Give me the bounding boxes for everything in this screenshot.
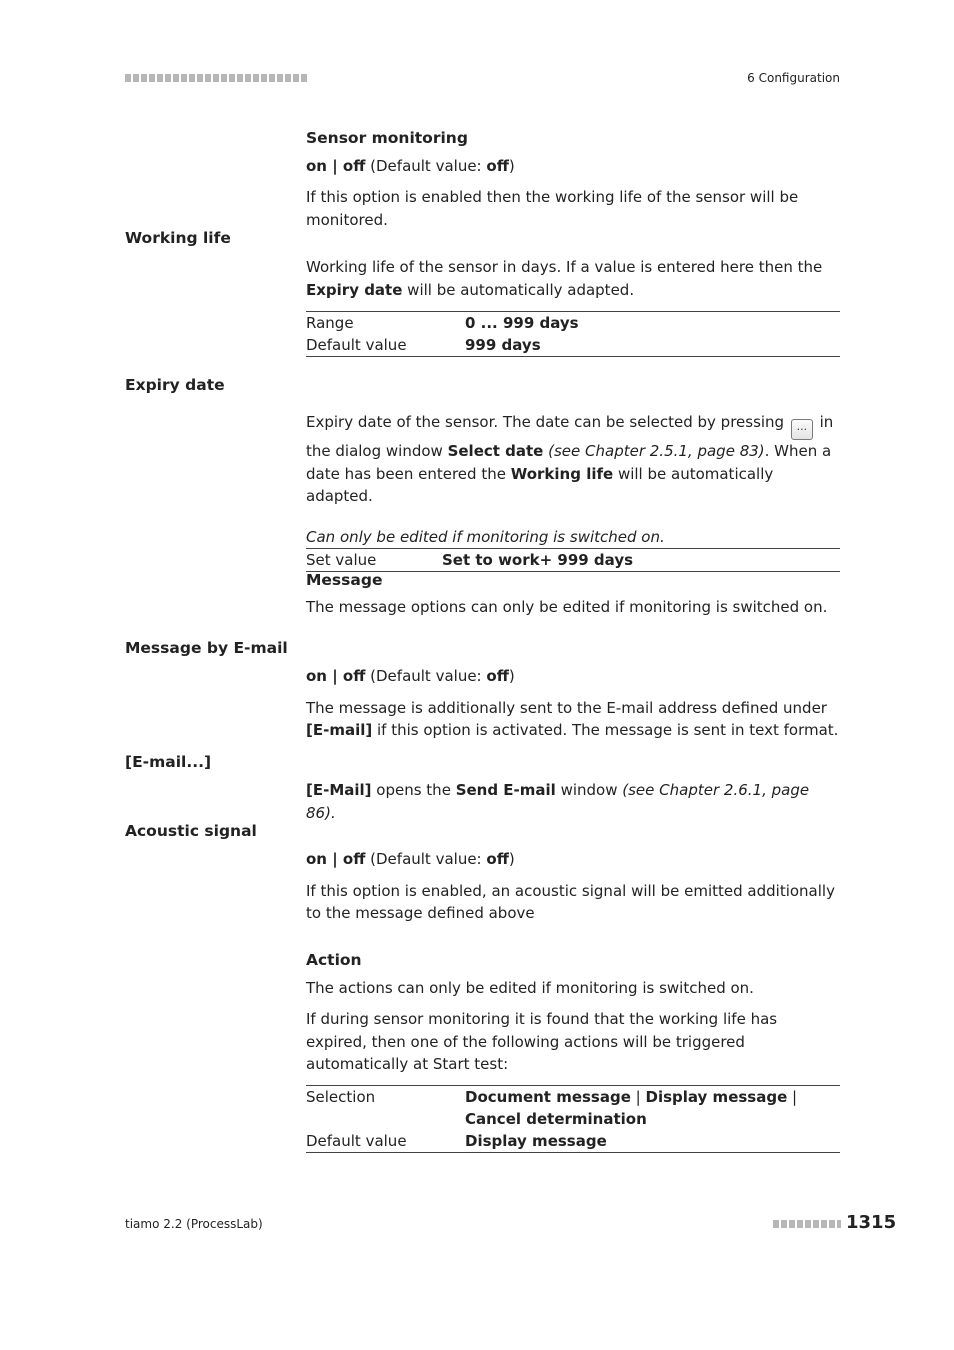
desc-text: Working life of the sensor in days. If a value is entered here then the bbox=[306, 258, 823, 276]
desc-bold: Send E-mail bbox=[455, 781, 556, 799]
desc-text: if this option is activated. The message is sent in text format. bbox=[372, 721, 839, 739]
option-sep: | bbox=[630, 1087, 646, 1106]
default-value: off bbox=[486, 667, 509, 685]
working-life-label: Working life bbox=[125, 229, 231, 247]
option-document-message: Document message bbox=[465, 1087, 631, 1106]
email-button-description bbox=[306, 779, 840, 824]
footer-decoration bbox=[773, 1220, 841, 1228]
desc-reference: (see Chapter 2.6.1, page 86). bbox=[306, 781, 810, 822]
default-prefix: (Default value: bbox=[365, 156, 487, 175]
row-value bbox=[465, 1086, 840, 1130]
default-suffix: ) bbox=[508, 156, 515, 175]
row-key: Selection bbox=[306, 1087, 376, 1106]
option-sep: | bbox=[326, 156, 343, 175]
page-number: 1315 bbox=[846, 1212, 897, 1233]
email-button-label: [E-mail...] bbox=[125, 753, 212, 771]
table-row bbox=[306, 549, 840, 571]
message-email-options bbox=[306, 665, 840, 688]
header-decoration bbox=[125, 74, 307, 82]
desc-reference: (see Chapter 2.5.1, page 83) bbox=[543, 442, 765, 460]
desc-text: Expiry date of the sensor. The date can be selected by pressing bbox=[306, 413, 789, 431]
acoustic-signal-section bbox=[306, 848, 840, 925]
message-description: The message options can only be edited if monitoring is switched on. bbox=[306, 597, 828, 616]
acoustic-signal-description: If this option is enabled, an acoustic signal will be emitted additionally to the message defined above bbox=[306, 881, 835, 922]
working-life-section bbox=[306, 256, 840, 357]
desc-text: will be automatically adapted. bbox=[306, 464, 774, 505]
action-description-2: If during sensor monitoring it is found that the working life has expired, then one of the following actions will be triggered automatically at Start test: bbox=[306, 1010, 778, 1073]
row-key: Default value bbox=[306, 336, 407, 354]
desc-bold: Working life bbox=[510, 464, 614, 483]
row-key: Range bbox=[306, 314, 354, 332]
row-key: Set value bbox=[306, 551, 377, 569]
desc-bold: [E-mail] bbox=[306, 721, 373, 739]
table-row bbox=[306, 1086, 840, 1130]
default-prefix: (Default value: bbox=[365, 667, 487, 685]
action-description-1: The actions can only be edited if monitoring is switched on. bbox=[306, 978, 754, 997]
desc-text: in the dialog window bbox=[306, 413, 834, 460]
option-on: on bbox=[306, 850, 327, 868]
sensor-monitoring-options bbox=[306, 155, 840, 178]
option-off: off bbox=[342, 156, 366, 175]
table-row bbox=[306, 1130, 840, 1152]
acoustic-signal-label: Acoustic signal bbox=[125, 822, 257, 840]
action-title: Action bbox=[306, 951, 362, 969]
desc-text: opens the bbox=[371, 781, 456, 799]
action-section bbox=[306, 949, 840, 1153]
desc-text: will be automatically adapted. bbox=[402, 280, 635, 299]
row-value: 0 ... 999 days bbox=[465, 314, 579, 332]
default-suffix: ) bbox=[508, 850, 515, 868]
email-button-section bbox=[306, 779, 840, 824]
option-on: on bbox=[306, 667, 327, 685]
expiry-date-label: Expiry date bbox=[125, 376, 225, 394]
default-suffix: ) bbox=[508, 667, 515, 685]
default-prefix: (Default value: bbox=[365, 850, 487, 868]
note-text: Can only be edited if monitoring is switched on. bbox=[306, 527, 665, 546]
desc-bold: [E-Mail] bbox=[306, 781, 372, 799]
working-life-description bbox=[306, 256, 840, 301]
desc-text: window bbox=[555, 781, 623, 799]
expiry-date-description bbox=[306, 411, 840, 508]
desc-text: . When a date has been entered the bbox=[306, 442, 832, 483]
option-sep: | bbox=[326, 667, 343, 685]
option-off: off bbox=[342, 667, 366, 685]
option-off: off bbox=[342, 850, 366, 868]
sensor-monitoring-section bbox=[306, 127, 840, 231]
sensor-monitoring-description: If this option is enabled then the working life of the sensor will be monitored. bbox=[306, 188, 799, 229]
action-table bbox=[306, 1085, 840, 1153]
message-email-section bbox=[306, 665, 840, 742]
working-life-table bbox=[306, 311, 840, 357]
table-row bbox=[306, 312, 840, 334]
option-sep: | bbox=[787, 1087, 798, 1106]
footer-product: tiamo 2.2 (ProcessLab) bbox=[125, 1217, 263, 1231]
message-email-description bbox=[306, 697, 840, 742]
row-value: Display message bbox=[465, 1131, 607, 1150]
option-on: on bbox=[306, 156, 327, 175]
table-row bbox=[306, 334, 840, 356]
sensor-monitoring-title: Sensor monitoring bbox=[306, 129, 468, 147]
expiry-date-note bbox=[306, 526, 840, 549]
ellipsis-button-icon: ... bbox=[791, 419, 813, 440]
desc-text: The message is additionally sent to the E-mail address defined under bbox=[306, 698, 827, 717]
message-email-label: Message by E-mail bbox=[125, 639, 288, 657]
option-cancel-determination: Cancel determination bbox=[465, 1109, 647, 1128]
header-chapter: 6 Configuration bbox=[747, 71, 840, 85]
default-value: off bbox=[486, 850, 509, 868]
acoustic-signal-options bbox=[306, 848, 840, 871]
desc-bold: Expiry date bbox=[306, 280, 403, 299]
expiry-date-section bbox=[306, 411, 840, 572]
message-title: Message bbox=[306, 571, 383, 589]
option-sep: | bbox=[326, 850, 343, 868]
row-key: Default value bbox=[306, 1131, 407, 1150]
row-value: 999 days bbox=[465, 336, 541, 354]
message-section bbox=[306, 569, 840, 618]
row-value: Set to work+ 999 days bbox=[442, 551, 634, 569]
default-value: off bbox=[486, 156, 509, 175]
desc-bold: Select date bbox=[447, 442, 544, 460]
option-display-message: Display message bbox=[645, 1087, 788, 1106]
